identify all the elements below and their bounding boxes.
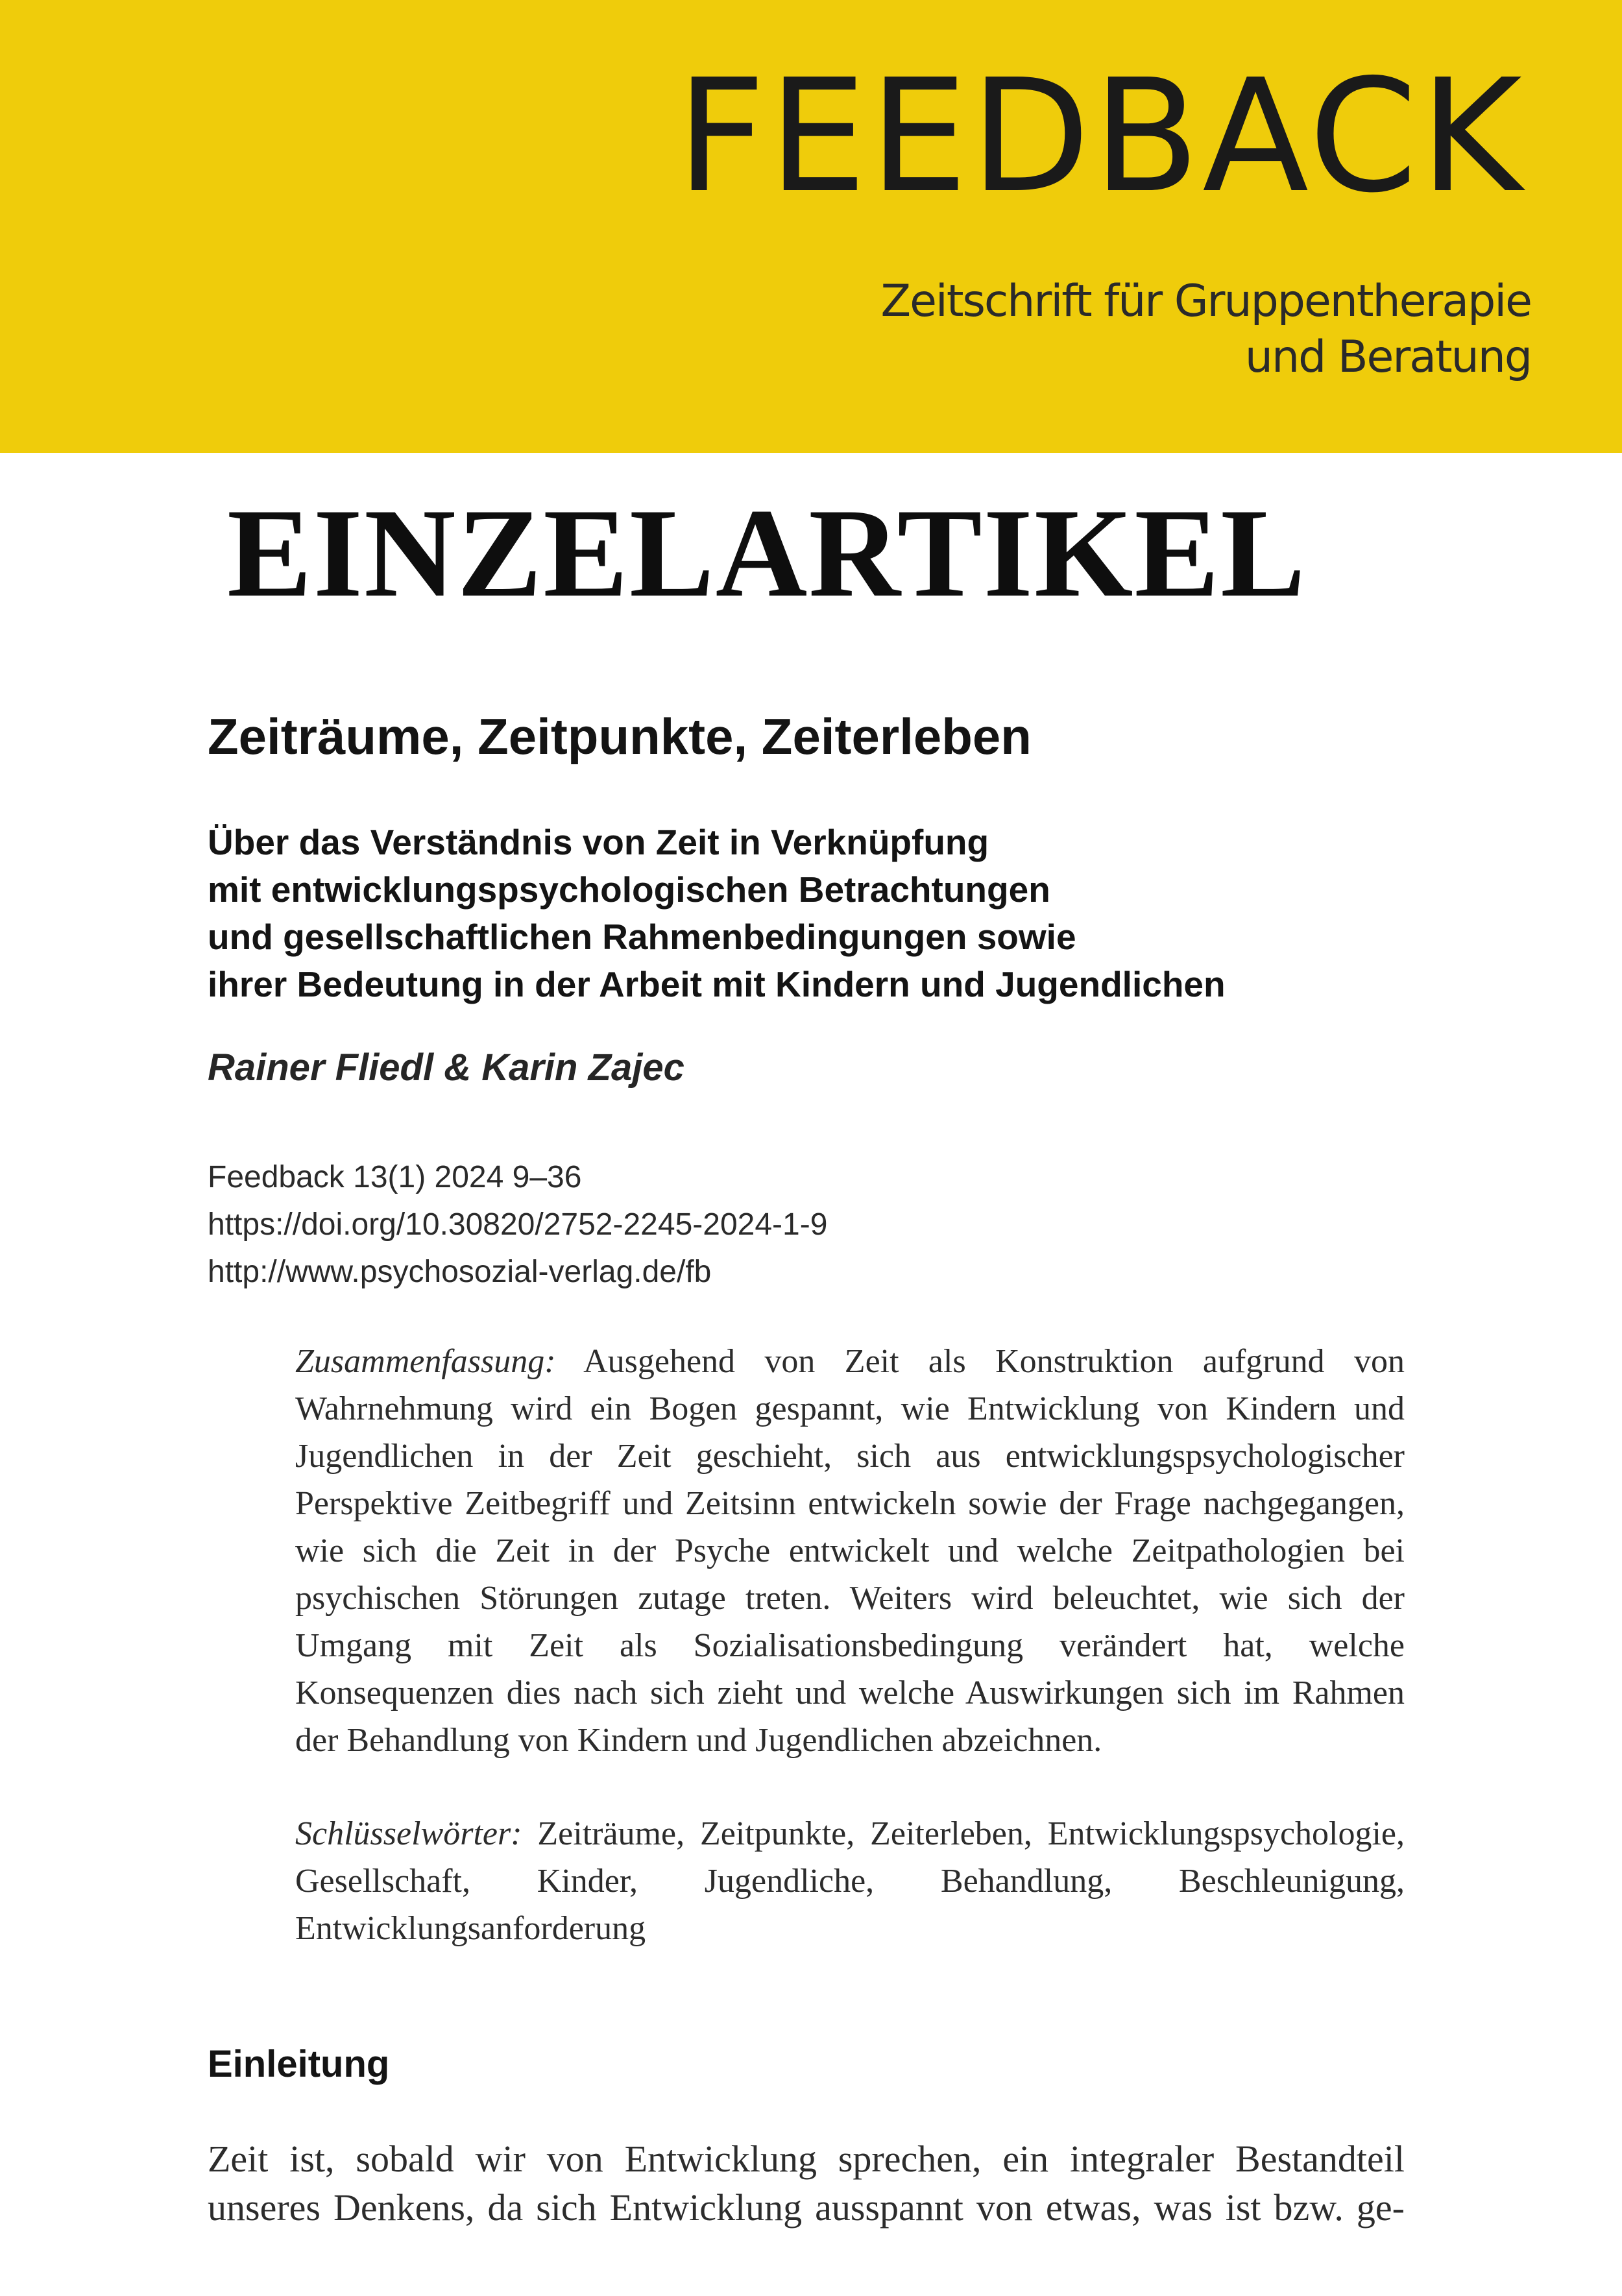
journal-name: FEEDBACK <box>676 45 1525 227</box>
subtitle-line: Über das Verständnis von Zeit in Verknüpfung <box>208 822 989 862</box>
article-authors: Rainer Fliedl & Karin Zajec <box>208 1046 684 1089</box>
abstract-label: Zusammenfassung: <box>295 1343 556 1380</box>
journal-subtitle-line: Zeitschrift für Gruppentherapie <box>880 276 1531 327</box>
article-type-heading: EINZELARTIKEL <box>227 483 1307 623</box>
section-heading: Einleitung <box>208 2043 390 2085</box>
doi-link[interactable]: https://doi.org/10.30820/2752-2245-2024-1-9 <box>208 1207 828 1242</box>
journal-subtitle <box>753 274 1531 385</box>
subtitle-line: ihrer Bedeutung in der Arbeit mit Kindern und Jugendlichen <box>208 964 1226 1004</box>
subtitle-line: und gesellschaftlichen Rahmenbedingungen sowie <box>208 917 1076 957</box>
journal-subtitle-line: und Beratung <box>1244 332 1531 383</box>
article-metadata <box>208 1154 827 1296</box>
abstract-text: Ausgehend von Zeit als Konstruktion aufgrund von Wahrnehmung wird ein Bogen gespannt, wie Entwicklung von Kindern und Jugendlichen in der Zeit geschieht, sich aus entwicklungspsychologischer Perspektive Zeitbegriff und Zeitsinn entwickeln sowie der Frage nachgegangen, wie sich die Zeit in der Psyche entwickelt und welche Zeitpathologien bei psychischen Störungen zutage treten. Weiters wird beleuchtet, wie sich der Umgang mit Zeit als Sozialisationsbedingung verändert hat, welche Konsequenzen dies nach sich zieht und welche Auswirkungen sich im Rahmen der Behandlung von Kindern und Jugendlichen abzeichnen. <box>295 1343 1405 1759</box>
section-body-text: Zeit ist, sobald wir von Entwicklung sprechen, ein integraler Bestandteil unseres Denkens, da sich Entwicklung ausspannt von etwas, was ist bzw. ge- <box>208 2138 1405 2229</box>
abstract <box>295 1338 1405 1764</box>
subtitle-line: mit entwicklungspsychologischen Betrachtungen <box>208 869 1050 910</box>
keywords-text: Zeiträume, Zeitpunkte, Zeiterleben, Entwicklungspsychologie, Gesellschaft, Kinder, Jugendliche, Behandlung, Beschleunigung, Entwicklungsanforderung <box>295 1815 1405 1947</box>
keywords <box>295 1810 1405 1952</box>
article-title: Zeiträume, Zeitpunkte, Zeiterleben <box>208 708 1032 765</box>
article-subtitle <box>208 819 1226 1008</box>
publisher-url-link[interactable]: http://www.psychosozial-verlag.de/fb <box>208 1255 712 1289</box>
citation: Feedback 13(1) 2024 9–36 <box>208 1160 582 1194</box>
keywords-label: Schlüsselwörter: <box>295 1815 522 1852</box>
journal-banner <box>0 0 1622 453</box>
